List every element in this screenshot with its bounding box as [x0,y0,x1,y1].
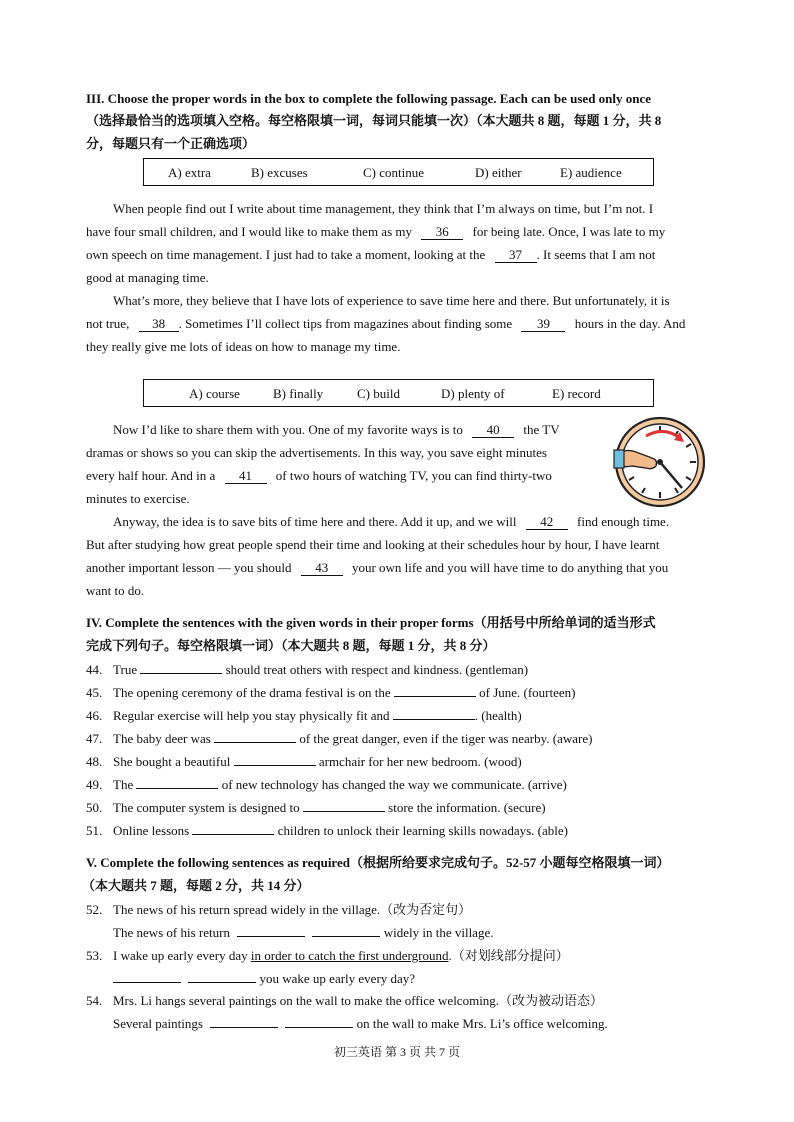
text-segment: another important lesson — you should [86,560,292,575]
question-number: 44. [86,662,103,677]
text-segment: own speech on time management. I just had to take a moment, looking at the [86,247,486,262]
text-segment: The opening ceremony of the drama festival is on the [113,685,391,700]
answer-line-52 [113,925,493,941]
question-44 [86,662,529,678]
answer-blank[interactable] [214,742,296,743]
word-option: A) extra [168,165,211,180]
word-option: C) continue [363,165,425,180]
text-segment: . Sometimes I’ll collect tips from magazines about finding some [178,316,513,331]
text-segment: She bought a beautiful [113,754,231,769]
text-segment: . (health) [474,708,522,723]
text-segment: Online lessons [113,823,190,838]
passage-line: When people find out I write about time management, they think that I’m always on time, but I’m not. I [113,201,654,216]
text-segment: True [113,662,138,677]
question-text [113,708,522,724]
answer-blank[interactable] [113,982,181,983]
text-segment: of June. (fourteen) [479,685,576,700]
text-segment: The news of his return [113,925,230,940]
answer-blank[interactable] [188,982,256,983]
text-segment: not true, [86,316,130,331]
answer-blank[interactable] [192,834,274,835]
text-segment: children to unlock their learning skills nowadays. (able) [277,823,568,838]
answer-blank[interactable] [312,936,380,937]
question-46 [86,708,522,724]
question-number: 53. [86,948,103,963]
text-segment: widely in the village. [383,925,494,940]
answer-blank[interactable] [136,788,218,789]
section3-heading-line3: 分，每题只有一个正确选项） [86,136,256,151]
blank-37: 37 [495,248,537,263]
question-number: 48. [86,754,103,769]
question-51 [86,823,568,839]
answer-blank[interactable] [303,811,385,812]
question-text [113,800,546,816]
section5-heading-line2: （本大题共 7 题，每题 2 分，共 14 分） [82,878,310,893]
page-footer: 初三英语 第 3 页 共 7 页 [333,1045,460,1059]
question-50 [86,800,546,816]
word-option: E) record [552,386,601,401]
word-option: D) either [475,165,522,180]
passage-line: What’s more, they believe that I have lots of experience to save time here and there. But unfortunately, it is [113,293,670,308]
blank-41: 41 [225,469,267,484]
answer-blank[interactable] [393,719,475,720]
question-number: 45. [86,685,103,700]
text-segment: find enough time. [577,514,670,529]
text-segment: for being late. Once, I was late to my [472,224,666,239]
passage-line [86,224,665,240]
text-segment: every half hour. And in a [86,468,216,483]
passage-line [113,422,560,438]
text-segment: of the great danger, even if the tiger was nearby. (aware) [299,731,593,746]
question-text [113,948,569,964]
section5-heading-line1: V. Complete the following sentences as required（根据所给要求完成句子。52-57 小题每空格限填一词） [86,855,670,870]
question-number: 49. [86,777,103,792]
question-text [113,754,522,770]
clock-illustration [612,414,706,508]
text-segment: Anyway, the idea is to save bits of time here and there. Add it up, and we will [113,514,517,529]
word-box-1 [143,158,654,186]
text-segment: of two hours of watching TV, you can find thirty-two [275,468,552,483]
passage-line [113,514,669,530]
blank-39: 39 [521,317,565,332]
question-number: 47. [86,731,103,746]
text-segment: of new technology has changed the way we communicate. (arrive) [221,777,567,792]
question-text [113,685,576,701]
word-option: D) plenty of [441,386,505,401]
text-segment: The baby deer was [113,731,211,746]
passage-line [86,468,552,484]
question-number: 50. [86,800,103,815]
passage-line [86,247,655,263]
question-number: 54. [86,993,103,1008]
passage-line: But after studying how great people spend their time and looking at their schedules hour by hour, I have learnt [86,537,660,552]
question-54 [86,993,604,1009]
text-segment: The [113,777,134,792]
question-48 [86,754,522,770]
word-option: A) course [189,386,240,401]
question-text: Mrs. Li hangs several paintings on the wall to make the office welcoming.（改为被动语态） [113,993,604,1008]
text-segment: . It seems that I am not [536,247,656,262]
question-text: The news of his return spread widely in the village.（改为否定句） [113,902,472,917]
word-option: B) finally [273,386,324,401]
answer-blank[interactable] [140,673,222,674]
answer-blank[interactable] [394,696,476,697]
passage-line: they really give me lots of ideas on how to manage my time. [86,339,401,354]
text-segment: store the information. (secure) [388,800,546,815]
text-segment: the TV [523,422,560,437]
text-segment: Now I’d like to share them with you. One of my favorite ways is to [113,422,463,437]
underlined-phrase: in order to catch the first underground [250,948,449,963]
text-segment: The computer system is designed to [113,800,300,815]
blank-42: 42 [526,515,568,530]
question-number: 51. [86,823,103,838]
text-segment: .（对划线部分提问） [448,948,569,963]
question-47 [86,731,593,747]
text-segment: you wake up early every day? [259,971,416,986]
text-segment: hours in the day. And [574,316,686,331]
question-49 [86,777,567,793]
text-segment: your own life and you will have time to do anything that you [351,560,669,575]
question-text [113,777,567,793]
answer-blank[interactable] [234,765,316,766]
answer-line-54 [113,1016,608,1032]
section4-heading-line1: IV. Complete the sentences with the given words in their proper forms（用括号中所给单词的适当形式 [86,615,656,630]
answer-blank[interactable] [210,1027,278,1028]
blank-43: 43 [301,561,343,576]
word-option: B) excuses [251,165,308,180]
text-segment: armchair for her new bedroom. (wood) [318,754,522,769]
section3-heading-line1: III. Choose the proper words in the box to complete the following passage. Each can be used only once [86,91,652,106]
answer-blank[interactable] [237,936,305,937]
blank-36: 36 [421,225,463,240]
word-option: C) build [357,386,400,401]
text-segment: Regular exercise will help you stay physically fit and [113,708,390,723]
question-45 [86,685,576,701]
word-option: E) audience [560,165,622,180]
question-text [113,731,592,747]
passage-line [86,316,685,332]
section3-heading-line2: （选择最恰当的选项填入空格。每空格限填一词，每词只能填一次）（本大题共 8 题，每题 1 分，共 8 [86,113,662,128]
question-number: 46. [86,708,103,723]
question-53 [86,948,569,964]
question-text [113,662,528,678]
question-text [113,823,568,839]
question-number: 52. [86,902,103,917]
answer-blank[interactable] [285,1027,353,1028]
section4-heading-line2: 完成下列句子。每空格限填一词）（本大题共 8 题，每题 1 分，共 8 分） [86,638,496,653]
passage-line: want to do. [86,583,145,598]
blank-40: 40 [472,423,514,438]
passage-line: minutes to exercise. [86,491,190,506]
passage-line: good at managing time. [86,270,209,285]
word-box-2 [143,379,654,407]
answer-line-53 [113,971,415,987]
question-52 [86,902,472,918]
text-segment: I wake up early every day [113,948,251,963]
blank-38: 38 [139,317,179,332]
text-segment: have four small children, and I would like to make them as my [86,224,412,239]
text-segment: on the wall to make Mrs. Li’s office welcoming. [356,1016,608,1031]
passage-line [86,560,668,576]
text-segment: Several paintings [113,1016,203,1031]
passage-line: dramas or shows so you can skip the advertisements. In this way, you save eight minutes [86,445,547,460]
text-segment: should treat others with respect and kindness. (gentleman) [225,662,529,677]
